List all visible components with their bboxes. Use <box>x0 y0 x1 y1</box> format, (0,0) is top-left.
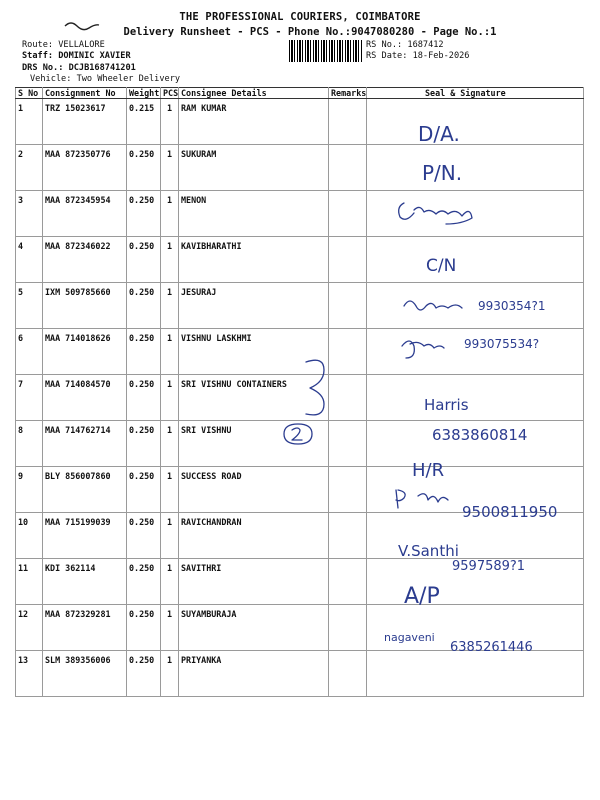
row-weight: 0.250 <box>127 605 161 651</box>
row-sno: 11 <box>16 559 43 605</box>
row-weight: 0.215 <box>127 99 161 145</box>
table-row <box>16 283 584 329</box>
drs-number: DRS No.: DCJB168741201 <box>22 63 136 73</box>
row-pcs: 1 <box>161 375 179 421</box>
col-remarks: Remarks <box>329 88 367 99</box>
table-row <box>16 605 584 651</box>
row-sno: 12 <box>16 605 43 651</box>
row-remarks <box>329 145 367 191</box>
runsheet-table <box>15 87 584 697</box>
runsheet-subtitle: Delivery Runsheet - PCS - Phone No.:9047080280 - Page No.:1 <box>123 26 497 38</box>
handwriting-pn: P/N. <box>422 161 463 185</box>
table-row <box>16 191 584 237</box>
row-signature <box>367 329 584 375</box>
row-pcs: 1 <box>161 651 179 697</box>
row-consignment: MAA 872346022 <box>43 237 127 283</box>
row-pcs: 1 <box>161 191 179 237</box>
col-consignee: Consignee Details <box>179 88 329 99</box>
row-weight: 0.250 <box>127 145 161 191</box>
company-title: THE PROFESSIONAL COURIERS, COIMBATORE <box>179 11 421 23</box>
row-consignment: MAA 872350776 <box>43 145 127 191</box>
row-sno: 5 <box>16 283 43 329</box>
row-remarks <box>329 467 367 513</box>
row-weight: 0.250 <box>127 651 161 697</box>
handwriting-row9-number: 6383860814 <box>432 426 528 444</box>
row-consignment: IXM 509785660 <box>43 283 127 329</box>
handwriting-cn: C/N <box>426 256 457 276</box>
row-weight: 0.250 <box>127 329 161 375</box>
row-signature <box>367 375 584 421</box>
row-sno: 1 <box>16 99 43 145</box>
handwriting-nagaveni: nagaveni <box>384 631 435 644</box>
handwriting-row13-number: 6385261446 <box>450 640 533 655</box>
row-signature <box>367 99 584 145</box>
row-sno: 10 <box>16 513 43 559</box>
row-remarks <box>329 605 367 651</box>
row-remarks <box>329 283 367 329</box>
row-consignee: MENON <box>179 191 329 237</box>
row-consignee: RAM KUMAR <box>179 99 329 145</box>
row-signature <box>367 559 584 605</box>
row-consignee: RAVICHANDRAN <box>179 513 329 559</box>
row-weight: 0.250 <box>127 375 161 421</box>
table-row <box>16 513 584 559</box>
row-consignee: SAVITHRI <box>179 559 329 605</box>
row-consignee: SRI VISHNU CONTAINERS <box>179 375 329 421</box>
col-consignment: Consignment No <box>43 88 127 99</box>
handwriting-row10-number: 9500811950 <box>462 503 558 521</box>
row-pcs: 1 <box>161 283 179 329</box>
handwriting-ap: A/P <box>404 584 440 609</box>
row-consignee: PRIYANKA <box>179 651 329 697</box>
handwriting-row6-number: 9930354?1 <box>478 299 546 313</box>
staff-label: Staff: DOMINIC XAVIER <box>22 51 131 61</box>
row-sno: 4 <box>16 237 43 283</box>
row-pcs: 1 <box>161 99 179 145</box>
table-row <box>16 467 584 513</box>
row-signature <box>367 605 584 651</box>
row-remarks <box>329 191 367 237</box>
row-remarks <box>329 375 367 421</box>
table-row <box>16 99 584 145</box>
row-sno: 8 <box>16 421 43 467</box>
row-sno: 9 <box>16 467 43 513</box>
col-weight: Weight <box>127 88 161 99</box>
row-consignment: MAA 714018626 <box>43 329 127 375</box>
row-consignee: VISHNU LASKHMI <box>179 329 329 375</box>
row-weight: 0.250 <box>127 237 161 283</box>
row-signature <box>367 283 584 329</box>
col-pcs: PCS <box>161 88 179 99</box>
row-consignment: MAA 715199039 <box>43 513 127 559</box>
row-weight: 0.250 <box>127 283 161 329</box>
route-label: Route: VELLALORE <box>22 40 105 50</box>
row-consignment: MAA 714762714 <box>43 421 127 467</box>
row-signature <box>367 421 584 467</box>
table-row <box>16 421 584 467</box>
handwriting-da: D/A. <box>418 122 460 146</box>
row-consignee: SUKURAM <box>179 145 329 191</box>
table-row <box>16 329 584 375</box>
row-sno: 3 <box>16 191 43 237</box>
table-row <box>16 145 584 191</box>
row-sno: 13 <box>16 651 43 697</box>
handwriting-row11-number: 9597589?1 <box>452 559 526 574</box>
row-weight: 0.250 <box>127 467 161 513</box>
row-consignment: MAA 872345954 <box>43 191 127 237</box>
rs-date: RS Date: 18-Feb-2026 <box>366 51 470 61</box>
table-row <box>16 651 584 697</box>
handwriting-harris: Harris <box>424 396 469 414</box>
row-consignment: SLM 389356006 <box>43 651 127 697</box>
row-consignment: BLY 856007860 <box>43 467 127 513</box>
row-consignee: SUYAMBURAJA <box>179 605 329 651</box>
row-pcs: 1 <box>161 559 179 605</box>
row-consignment: MAA 714084570 <box>43 375 127 421</box>
col-sno: S No <box>16 88 43 99</box>
table-row <box>16 375 584 421</box>
row-pcs: 1 <box>161 145 179 191</box>
row-sno: 6 <box>16 329 43 375</box>
row-consignee: KAVIBHARATHI <box>179 237 329 283</box>
row-remarks <box>329 237 367 283</box>
row-remarks <box>329 329 367 375</box>
row-pcs: 1 <box>161 237 179 283</box>
row-pcs: 1 <box>161 605 179 651</box>
row-signature <box>367 237 584 283</box>
row-pcs: 1 <box>161 329 179 375</box>
row-pcs: 1 <box>161 513 179 559</box>
row-weight: 0.250 <box>127 559 161 605</box>
row-remarks <box>329 651 367 697</box>
row-pcs: 1 <box>161 421 179 467</box>
row-consignment: KDI 362114 <box>43 559 127 605</box>
row-signature <box>367 145 584 191</box>
row-weight: 0.250 <box>127 421 161 467</box>
row-remarks <box>329 421 367 467</box>
row-signature <box>367 467 584 513</box>
row-sno: 2 <box>16 145 43 191</box>
row-remarks <box>329 513 367 559</box>
row-consignee: JESURAJ <box>179 283 329 329</box>
row-remarks <box>329 99 367 145</box>
col-signature: Seal & Signature <box>367 88 584 99</box>
row-sno: 7 <box>16 375 43 421</box>
table-row <box>16 237 584 283</box>
row-consignment: MAA 872329281 <box>43 605 127 651</box>
table-row <box>16 559 584 605</box>
handwriting-santhi: V.Santhi <box>398 542 459 560</box>
row-consignment: TRZ 15023617 <box>43 99 127 145</box>
row-signature <box>367 513 584 559</box>
row-signature <box>367 191 584 237</box>
row-signature <box>367 651 584 697</box>
handwriting-hr: H/R <box>412 460 445 481</box>
vehicle-label: Vehicle: Two Wheeler Delivery <box>30 74 181 84</box>
row-remarks <box>329 559 367 605</box>
barcode-image <box>289 40 363 62</box>
row-weight: 0.250 <box>127 191 161 237</box>
rs-number: RS No.: 1687412 <box>366 40 444 50</box>
row-pcs: 1 <box>161 467 179 513</box>
row-weight: 0.250 <box>127 513 161 559</box>
handwriting-row7-number: 993075534? <box>464 337 540 351</box>
row-consignee: SRI VISHNU <box>179 421 329 467</box>
table-header-row <box>16 88 584 99</box>
row-consignee: SUCCESS ROAD <box>179 467 329 513</box>
